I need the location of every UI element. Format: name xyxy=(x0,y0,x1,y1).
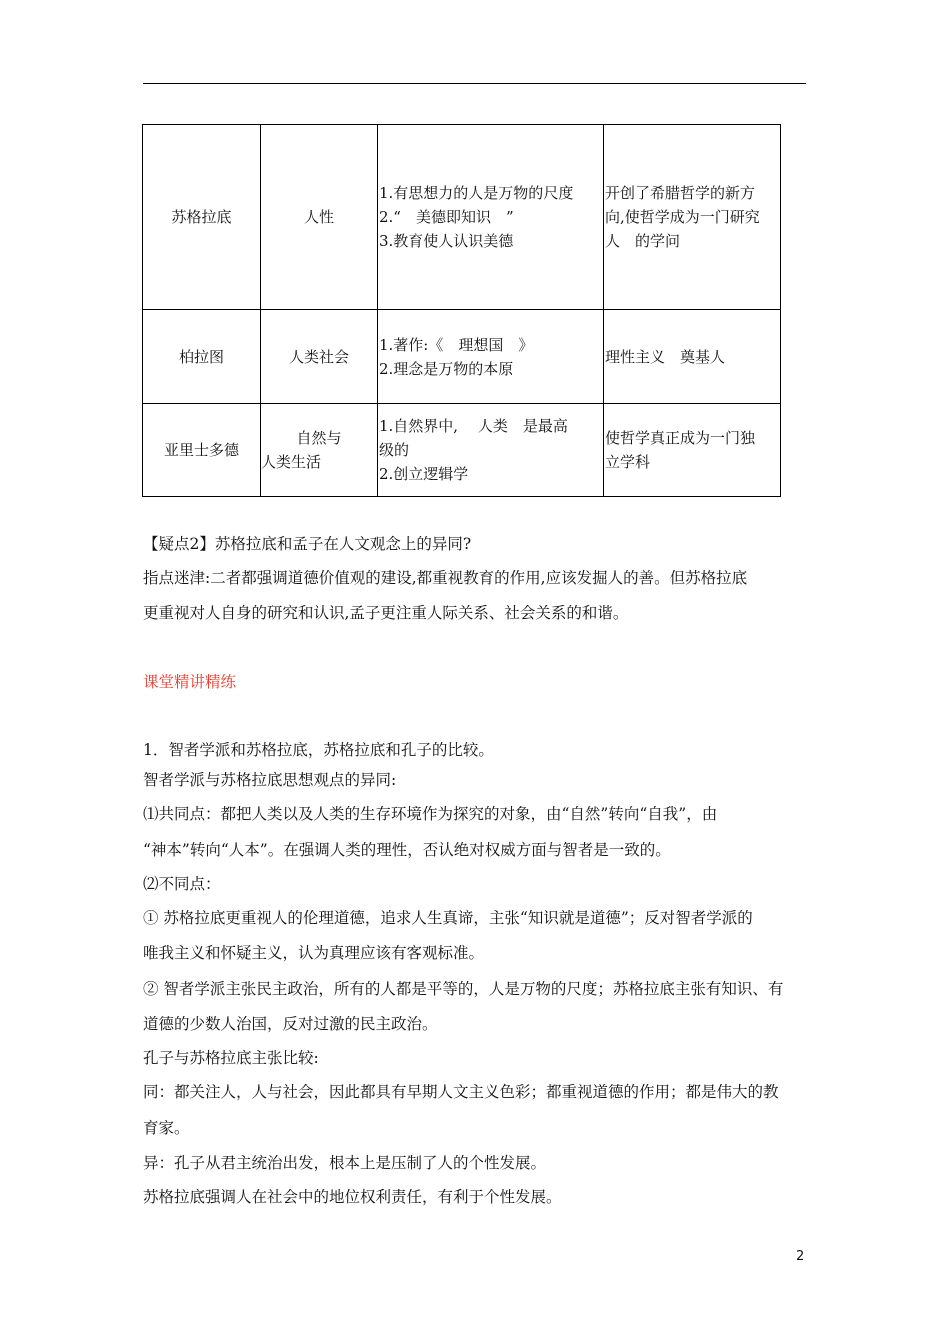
philosopher-ideas: 1.有思想力的人是万物的尺度 2.“ 美德即知识 ” 3.教育使人认识美德 xyxy=(378,125,604,310)
body-line: 孔子与苏格拉底主张比较: xyxy=(143,1049,319,1067)
page-number: 2 xyxy=(796,1249,805,1264)
philosopher-name: 柏拉图 xyxy=(143,310,261,404)
section-title: 课堂精讲精练 xyxy=(143,673,237,691)
philosopher-name: 亚里士多德 xyxy=(143,404,261,497)
body-line: 同：都关注人，人与社会，因此都具有早期人文主义色彩；都重视道德的作用；都是伟大的教 xyxy=(143,1083,779,1101)
philosopher-ideas: 1.著作:《 理想国 》 2.理念是万物的本原 xyxy=(378,310,604,404)
table-row xyxy=(143,404,781,497)
philosopher-topic: 人类社会 xyxy=(261,310,378,404)
body-line: ⑴共同点：都把人类以及人类的生存环境作为探究的对象，由“自然”转向“自我”，由 xyxy=(143,805,718,823)
body-line: 异：孔子从君主统治出发，根本上是压制了人的个性发展。 xyxy=(143,1154,547,1172)
body-line: 1．智者学派和苏格拉底，苏格拉底和孔子的比较。 xyxy=(143,741,494,759)
doubt-answer-line: 更重视对人自身的研究和认识,孟子更注重人际关系、社会关系的和谐。 xyxy=(143,604,629,622)
table-row xyxy=(143,310,781,404)
philosopher-name: 苏格拉底 xyxy=(143,125,261,310)
body-line: 育家。 xyxy=(143,1119,190,1137)
body-line: 唯我主义和怀疑主义，认为真理应该有客观标准。 xyxy=(143,944,485,962)
philosopher-topic: 自然与 人类生活 xyxy=(261,404,378,497)
body-line: ⑵不同点： xyxy=(143,875,221,893)
doubt-heading: 【疑点2】苏格拉底和孟子在人文观念上的异同? xyxy=(143,535,472,553)
philosopher-influence: 理性主义 奠基人 xyxy=(604,310,781,404)
philosophers-table xyxy=(142,124,781,497)
philosopher-influence: 开创了希腊哲学的新方 向,使哲学成为一门研究 人 的学问 xyxy=(604,125,781,310)
body-line: ① 苏格拉底更重视人的伦理道德，追求人生真谛，主张“知识就是道德”；反对智者学派的 xyxy=(143,909,753,927)
body-line: “神本”转向“人本”。在强调人类的理性，否认绝对权威方面与智者是一致的。 xyxy=(143,841,671,859)
body-line: ② 智者学派主张民主政治，所有的人都是平等的，人是万物的尺度；苏格拉底主张有知识、有 xyxy=(143,980,784,998)
header-rule xyxy=(143,83,806,84)
philosopher-topic: 人性 xyxy=(261,125,378,310)
body-line: 智者学派与苏格拉底思想观点的异同: xyxy=(143,771,397,789)
table-row xyxy=(143,125,781,310)
philosopher-ideas: 1.自然界中, 人类 是最高 级的 2.创立逻辑学 xyxy=(378,404,604,497)
doubt-answer-line: 指点迷津:二者都强调道德价值观的建设,都重视教育的作用,应该发掘人的善。但苏格拉底 xyxy=(143,569,748,587)
body-line: 苏格拉底强调人在社会中的地位权利责任，有利于个性发展。 xyxy=(143,1188,562,1206)
philosopher-influence: 使哲学真正成为一门独 立学科 xyxy=(604,404,781,497)
body-line: 道德的少数人治国，反对过激的民主政治。 xyxy=(143,1015,438,1033)
